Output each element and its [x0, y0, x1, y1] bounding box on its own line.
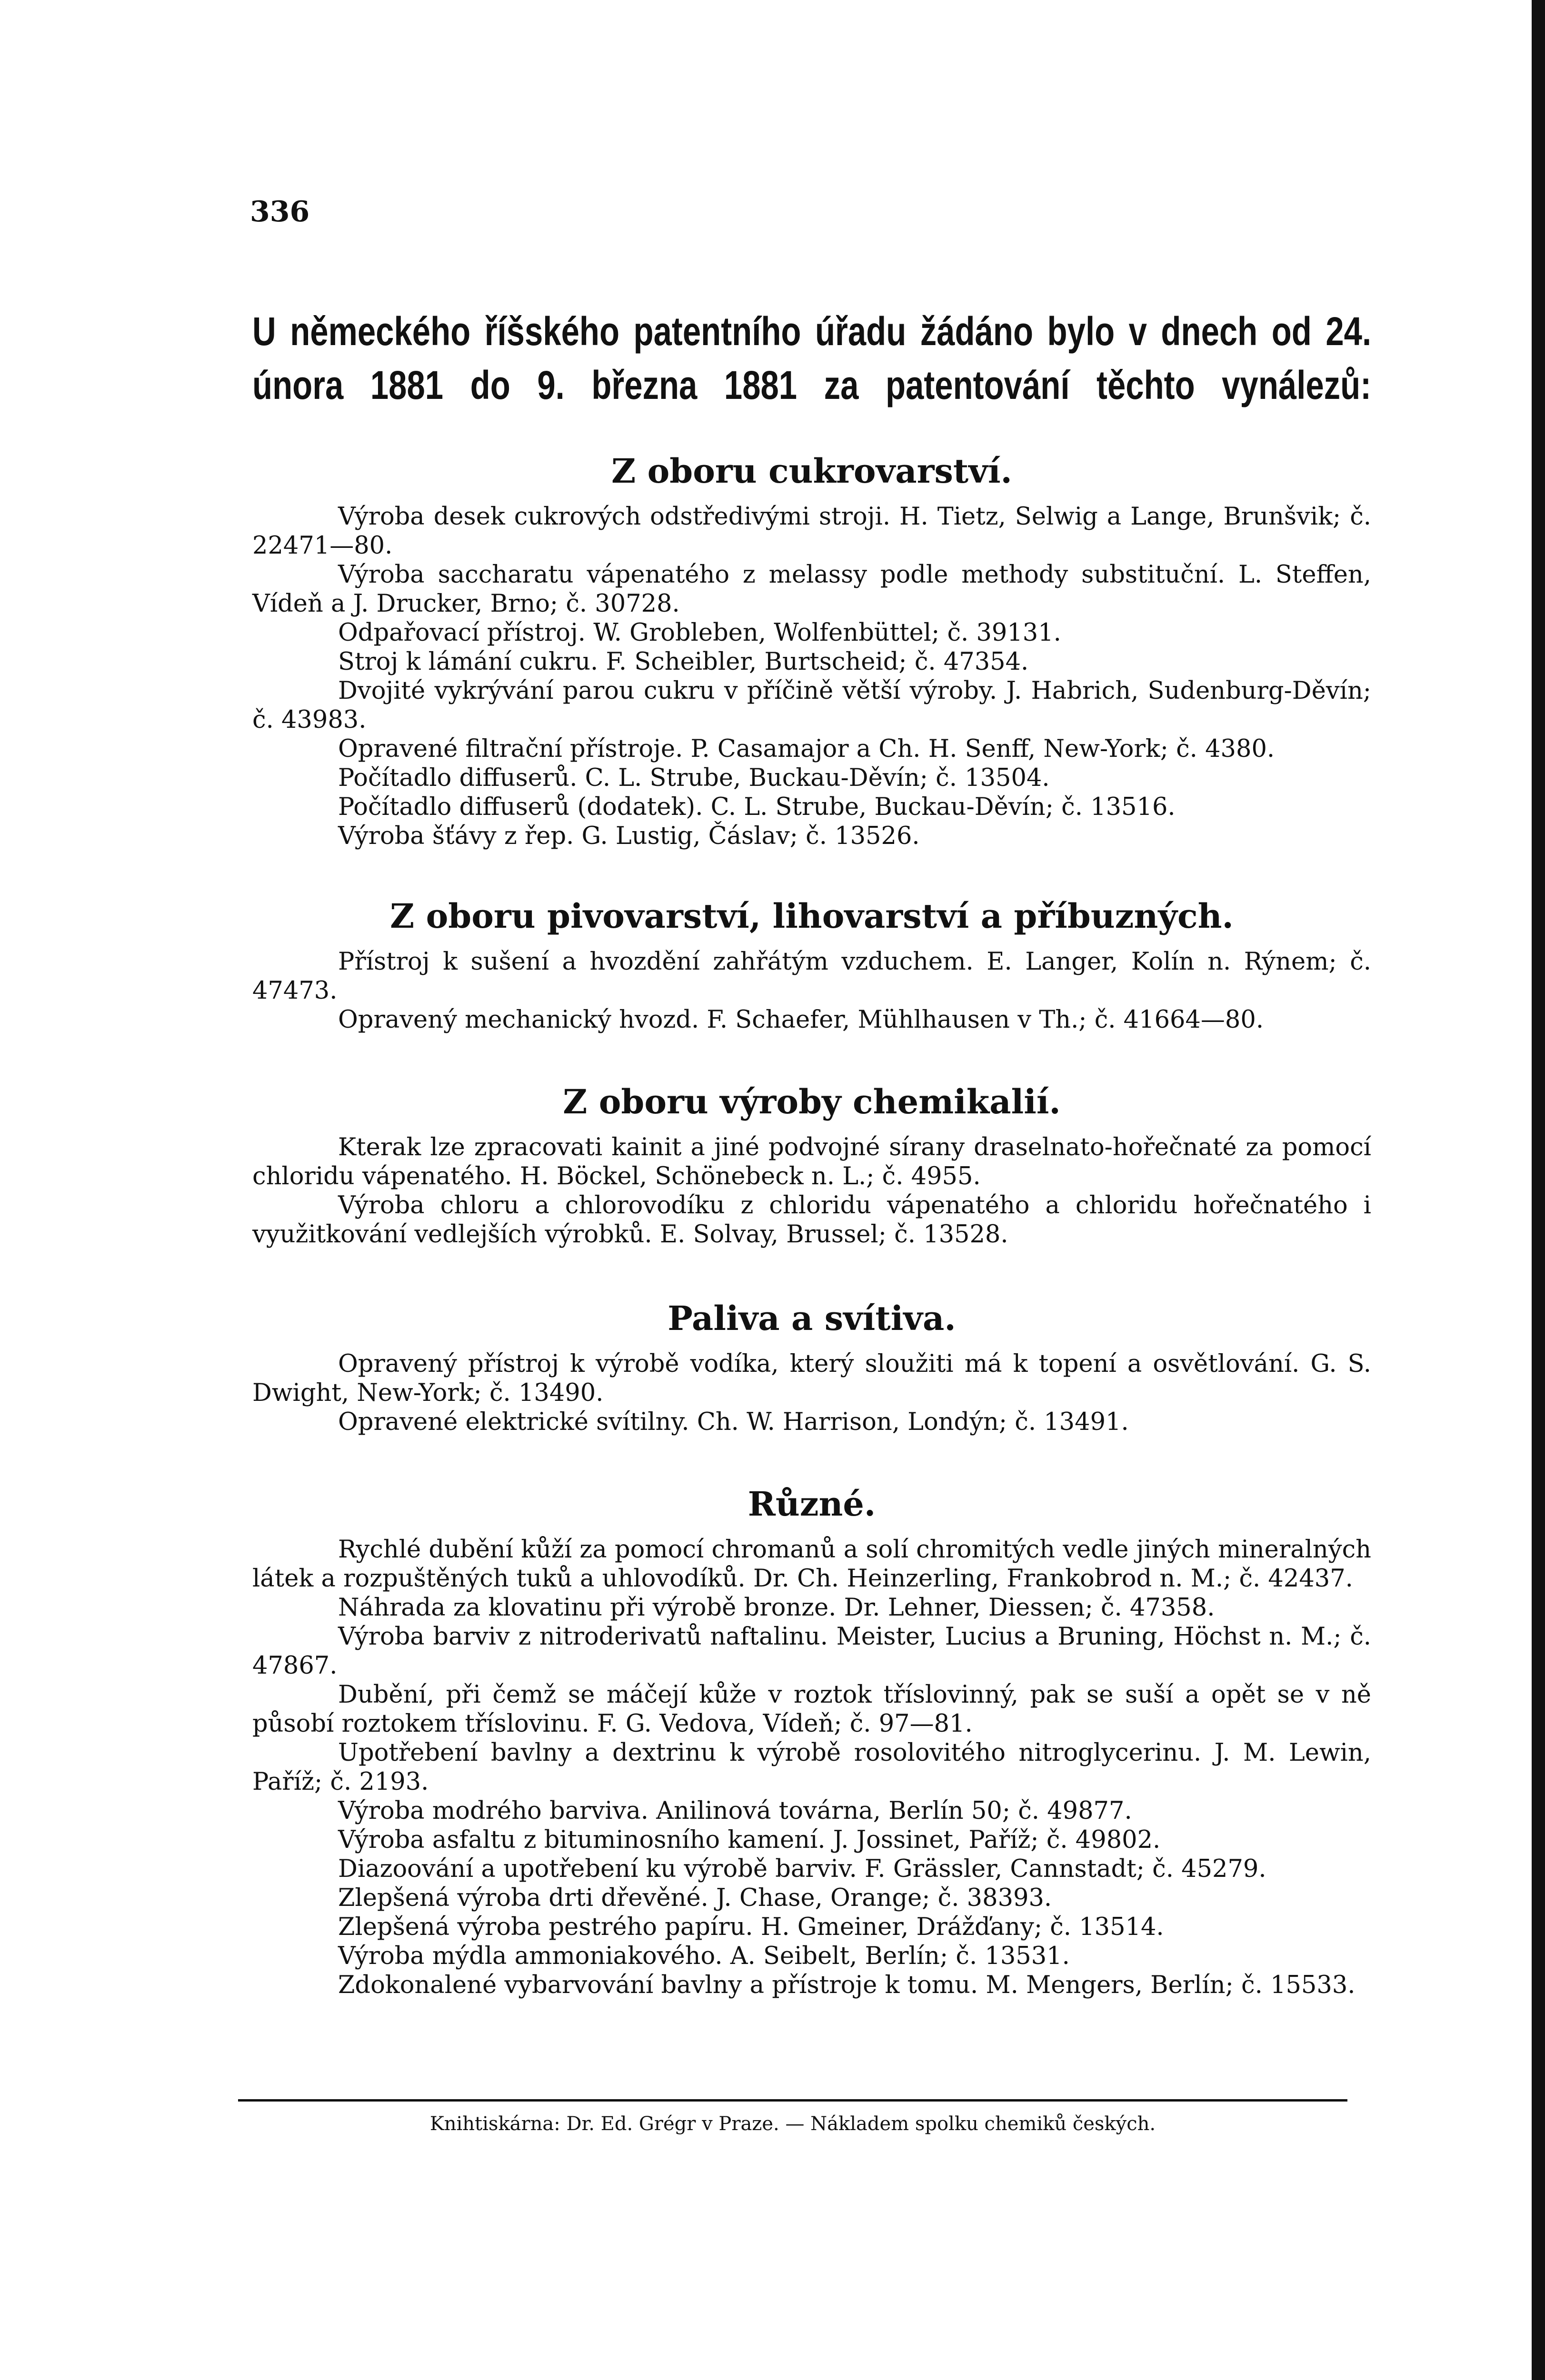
list-item: Výroba chloru a chlorovodíku z chloridu vápenatého a chloridu hořečnatého i využitkování vedlejších výrobků. E. Solvay, Brussel; č. 13528. [252, 1191, 1371, 1249]
list-item: Zdokonalené vybarvování bavlny a přístroje k tomu. M. Mengers, Berlín; č. 15533. [338, 1971, 1356, 1999]
section-fuels [252, 1297, 1371, 1437]
scan-edge-right [1532, 0, 1545, 2380]
list-item: Stroj k lámání cukru. F. Scheibler, Burtscheid; č. 47354. [338, 648, 1029, 676]
list-item: Počítadlo diffuserů. C. L. Strube, Buckau-Děvín; č. 13504. [338, 764, 1050, 792]
section-brewing [252, 895, 1371, 1034]
footer-divider [238, 2099, 1347, 2102]
list-item: Diazoování a upotřebení ku výrobě barviv. F. Grässler, Cannstadt; č. 45279. [338, 1855, 1266, 1883]
list-item: Přístroj k sušení a hvozdění zahřátým vzduchem. E. Langer, Kolín n. Rýnem; č. 47473. [252, 948, 1371, 1005]
list-item: Opravený přístroj k výrobě vodíka, který sloužiti má k topení a osvětlování. G. S. Dwight, New-York; č. 13490. [252, 1350, 1371, 1407]
section-heading: Různé. [748, 1484, 876, 1524]
page-title: U německého říšského patentního úřadu žádáno bylo v dnech od 24. února 1881 do 9. března 1881 za patentování těchto vynálezů: [252, 309, 1372, 407]
list-item: Kterak lze zpracovati kainit a jiné podvojné sírany draselnato-hořečnaté za pomocí chloridu vápenatého. H. Böckel, Schönebeck n. L.; č. 4955. [252, 1133, 1371, 1190]
list-item: Rychlé dubění kůží za pomocí chromanů a solí chromitých vedle jiných mineralných látek a rozpuštěných tuků a uhlovodíků. Dr. Ch. Heinzerling, Frankobrod n. M.; č. 42437. [252, 1536, 1371, 1593]
list-item: Dubění, při čemž se máčejí kůže v roztok tříslovinný, pak se suší a opět se v ně působí roztokem tříslovinu. F. G. Vedova, Vídeň; č. 97—81. [252, 1681, 1371, 1738]
section-heading: Z oboru výroby chemikalií. [563, 1082, 1061, 1121]
list-item: Upotřebení bavlny a dextrinu k výrobě rosolovitého nitroglycerinu. J. M. Lewin, Paříž; č. 2193. [252, 1739, 1371, 1796]
list-item: Odpařovací přístroj. W. Grobleben, Wolfenbüttel; č. 39131. [338, 619, 1061, 647]
list-item: Zlepšená výroba pestrého papíru. H. Gmeiner, Drážďany; č. 13514. [338, 1913, 1164, 1941]
list-item: Výroba saccharatu vápenatého z melassy podle methody substituční. L. Steffen, Vídeň a J. Drucker, Brno; č. 30728. [252, 561, 1371, 618]
section-heading: Paliva a svítiva. [668, 1299, 956, 1338]
list-item: Výroba barviv z nitroderivatů naftalinu. Meister, Lucius a Bruning, Höchst n. M.; č. 47867. [252, 1623, 1371, 1680]
list-item: Výroba mýdla ammoniakového. A. Seibelt, Berlín; č. 13531. [338, 1942, 1070, 1970]
printer-imprint: Knihtiskárna: Dr. Ed. Grégr v Praze. — Nákladem spolku chemiků českých. [429, 2113, 1156, 2135]
list-item: Opravené elektrické svítilny. Ch. W. Harrison, Londýn; č. 13491. [338, 1408, 1129, 1436]
section-chemicals [252, 1081, 1371, 1249]
section-sugar [252, 450, 1371, 851]
page-number: 336 [250, 195, 310, 228]
list-item: Výroba šťávy z řep. G. Lustig, Čáslav; č. 13526. [338, 822, 920, 850]
list-item: Opravené filtrační přístroje. P. Casamajor a Ch. H. Senff, New-York; č. 4380. [338, 735, 1275, 763]
list-item: Počítadlo diffuserů (dodatek). C. L. Strube, Buckau-Děvín; č. 13516. [338, 793, 1176, 821]
list-item: Náhrada za klovatinu při výrobě bronze. Dr. Lehner, Diessen; č. 47358. [338, 1594, 1215, 1622]
list-item: Výroba asfaltu z bituminosního kamení. J. Jossinet, Paříž; č. 49802. [338, 1826, 1161, 1854]
list-item: Opravený mechanický hvozd. F. Schaefer, Mühlhausen v Th.; č. 41664—80. [338, 1006, 1264, 1034]
section-miscellaneous [252, 1483, 1371, 2000]
section-heading: Z oboru pivovarství, lihovarství a příbuzných. [390, 896, 1234, 936]
list-item: Zlepšená výroba drti dřevěné. J. Chase, Orange; č. 38393. [338, 1884, 1052, 1912]
list-item: Dvojité vykrývání parou cukru v příčině větší výroby. J. Habrich, Sudenburg-Děvín; č. 43983. [252, 677, 1371, 734]
list-item: Výroba modrého barviva. Anilinová továrna, Berlín 50; č. 49877. [338, 1797, 1132, 1825]
list-item: Výroba desek cukrových odstředivými stroji. H. Tietz, Selwig a Lange, Brunšvik; č. 22471—80. [252, 503, 1371, 560]
section-heading: Z oboru cukrovarství. [611, 451, 1012, 491]
